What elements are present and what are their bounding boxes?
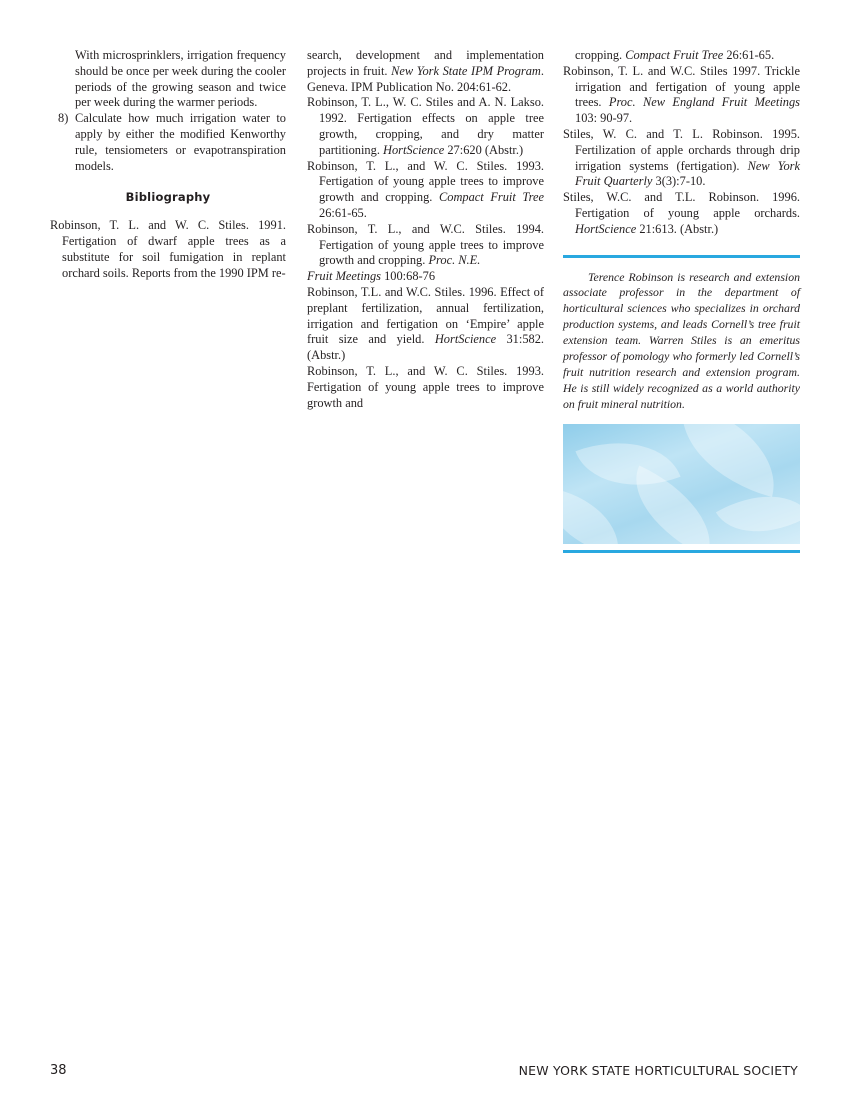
reference-source: Proc. N.E.	[428, 253, 481, 268]
publication-name: NEW YORK STATE HORTICULTURAL SOCIETY	[518, 1063, 798, 1078]
reference-text: search, development and implementation projects in fruit.	[307, 48, 544, 78]
reference-continuation	[307, 48, 544, 95]
reference-item	[307, 95, 544, 158]
reference-item	[563, 64, 800, 127]
reference-text: Stiles, W. C. and T. L. Robinson. 1995. Fertilization of apple orchards through drip irrigation systems (fertigation).	[563, 126, 800, 173]
reference-source: HortScience	[383, 142, 445, 157]
reference-tail: 100:68-76	[381, 269, 436, 284]
column-3	[563, 48, 800, 553]
leaf-shape	[563, 487, 627, 544]
reference-tail: 26:61-65.	[319, 205, 367, 220]
reference-text: Stiles, W.C. and T.L. Robinson. 1996. Fertigation of young apple orchards.	[563, 190, 800, 220]
reference-narrow-continuation	[307, 269, 544, 285]
reference-source: HortScience	[434, 332, 497, 347]
reference-tail: 3(3):7-10.	[652, 174, 706, 189]
reference-item	[307, 159, 544, 222]
list-item-7-continuation: With microsprinklers, irrigation frequency should be once per week during the cooler periods of the growing season and twice per week during the warmer periods.	[75, 48, 286, 110]
reference-continuation	[563, 48, 800, 64]
reference-source: HortScience	[575, 221, 637, 236]
reference-tail: . Geneva. IPM Publication No. 204:61-62.	[307, 63, 544, 94]
list-item-8-text: Calculate how much irrigation water to apply by either the modified Kenworthy rule, tensiometers or evapotranspiration models.	[75, 111, 286, 173]
reference-narrow-item: Robinson, T. L., and W. C. Stiles. 1993. Fertigation of young apple trees to improve growth and	[307, 363, 544, 410]
reference-text: Robinson, T.L. and W.C. Stiles. 1996. Effect of preplant fertilization, annual fertilization, irrigation and fertigation on ‘Empire’ apple fruit size and yield.	[307, 284, 544, 347]
leaves-photo	[563, 424, 800, 544]
reference-item	[307, 222, 544, 269]
bio-bottom-rule	[563, 550, 800, 553]
page-number: 38	[50, 1063, 67, 1078]
leaf-shape	[666, 424, 790, 497]
reference-item: Robinson, T. L. and W. C. Stiles. 1991. Fertigation of dwarf apple trees as a substitute for soil fumigation in replant orchard soils. Reports from the 1990 IPM re-	[50, 218, 286, 280]
author-bio: Terence Robinson is research and extension associate professor in the department of horticultural sciences who specializes in orchard production systems, and leads Cornell’s tree fruit extension team. Warren Stiles is an emeritus professor of pomology who formerly led Cornell’s fruit nutrition research and extension program. He is still widely recognized as a world authority on fruit mineral nutrition.	[563, 269, 800, 411]
reference-source: Fruit Meetings	[307, 269, 381, 284]
reference-tail: 21:613. (Abstr.)	[636, 221, 719, 236]
reference-item	[563, 127, 800, 190]
column-2	[307, 48, 544, 411]
reference-source: New York State IPM Program	[391, 63, 541, 78]
reference-tail: 26:61-65.	[723, 48, 775, 62]
reference-text: Robinson, T. L. and W.C. Stiles 1997. Trickle irrigation and fertigation of young apple trees.	[563, 63, 800, 110]
list-item-8	[50, 111, 286, 174]
reference-tail: 103: 90-97.	[575, 111, 633, 126]
reference-source: New York Fruit Quarterly	[575, 158, 800, 189]
reference-text: Robinson, T. L., W. C. Stiles and A. N. Lakso. 1992. Fertigation effects on apple tree growth, cropping, and dry matter partitioning.	[307, 95, 544, 157]
column-1	[50, 48, 286, 281]
bibliography-heading: Bibliography	[125, 190, 211, 205]
reference-tail: 27:620 (Abstr.)	[444, 142, 524, 157]
reference-source: Compact Fruit Tree	[438, 190, 544, 205]
reference-source: Compact Fruit Tree	[625, 48, 724, 62]
reference-narrow-item	[307, 285, 544, 364]
reference-text: Robinson, T. L., and W.C. Stiles. 1994. Fertigation of young apple trees to improve growth and cropping.	[307, 221, 544, 268]
reference-text: Robinson, T. L., and W. C. Stiles. 1993. Fertigation of young apple trees to improve growth and cropping.	[307, 158, 544, 205]
reference-item	[563, 190, 800, 237]
list-item-8-number: 8)	[58, 111, 69, 126]
bio-top-rule	[563, 255, 800, 258]
reference-text: cropping.	[575, 48, 626, 62]
reference-tail: 31:582. (Abstr.)	[307, 332, 544, 363]
reference-source: Proc. New England Fruit Meetings	[608, 95, 800, 110]
